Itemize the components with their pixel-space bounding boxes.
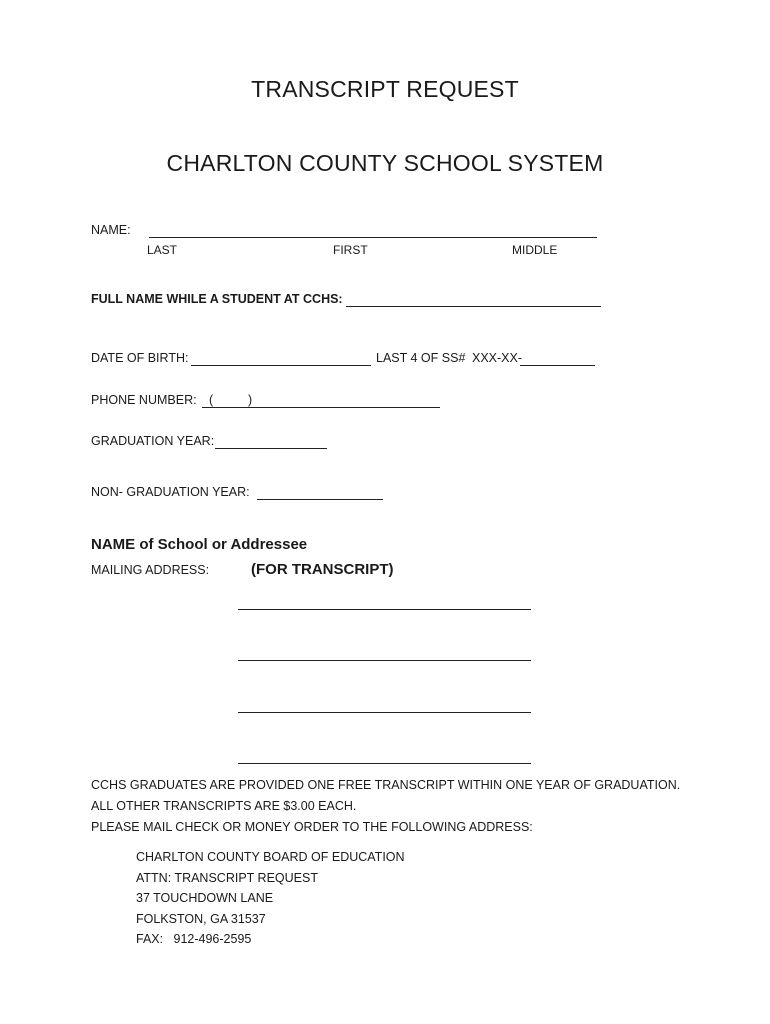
address-line-2[interactable]	[238, 646, 531, 661]
address-attn: ATTN: TRANSCRIPT REQUEST	[136, 871, 318, 885]
ssn-field[interactable]	[520, 351, 595, 366]
non-graduation-year-label: NON- GRADUATION YEAR:	[91, 485, 250, 499]
dob-field[interactable]	[191, 351, 371, 366]
full-name-label: FULL NAME WHILE A STUDENT AT CCHS:	[91, 292, 343, 306]
first-sublabel: FIRST	[333, 243, 368, 257]
ssn-label: LAST 4 OF SS#	[376, 351, 466, 365]
address-line-3[interactable]	[238, 698, 531, 713]
address-street: 37 TOUCHDOWN LANE	[136, 891, 274, 905]
name-label: NAME:	[91, 223, 131, 237]
non-graduation-year-field[interactable]	[257, 485, 383, 500]
address-org: CHARLTON COUNTY BOARD OF EDUCATION	[136, 850, 405, 864]
phone-area-open: (	[209, 393, 214, 407]
document-subtitle: CHARLTON COUNTY SCHOOL SYSTEM	[166, 150, 604, 176]
address-line-1[interactable]	[238, 595, 531, 610]
phone-area-close: )	[248, 393, 253, 407]
phone-label: PHONE NUMBER:	[91, 393, 197, 407]
address-fax: FAX: 912-496-2595	[136, 932, 252, 946]
name-field[interactable]	[149, 223, 597, 238]
document-title: TRANSCRIPT REQUEST	[251, 76, 519, 102]
mailing-address-label: MAILING ADDRESS:	[91, 563, 210, 577]
graduation-year-label: GRADUATION YEAR:	[91, 434, 215, 448]
note-mail-instructions: PLEASE MAIL CHECK OR MONEY ORDER TO THE FOLLOWING ADDRESS:	[91, 820, 533, 834]
for-transcript-label: (FOR TRANSCRIPT)	[251, 561, 394, 578]
middle-sublabel: MIDDLE	[512, 243, 558, 257]
note-fee: ALL OTHER TRANSCRIPTS ARE $3.00 EACH.	[91, 799, 357, 813]
ssn-prefix: XXX-XX-	[472, 351, 523, 365]
note-free-transcript: CCHS GRADUATES ARE PROVIDED ONE FREE TRANSCRIPT WITHIN ONE YEAR OF GRADUATION.	[91, 778, 681, 792]
last-sublabel: LAST	[147, 243, 178, 257]
dob-label: DATE OF BIRTH:	[91, 351, 189, 365]
phone-field[interactable]	[202, 393, 440, 408]
address-line-4[interactable]	[238, 749, 531, 764]
graduation-year-field[interactable]	[215, 434, 327, 449]
full-name-field[interactable]	[346, 292, 601, 307]
address-city: FOLKSTON, GA 31537	[136, 912, 266, 926]
addressee-heading: NAME of School or Addressee	[91, 536, 308, 553]
